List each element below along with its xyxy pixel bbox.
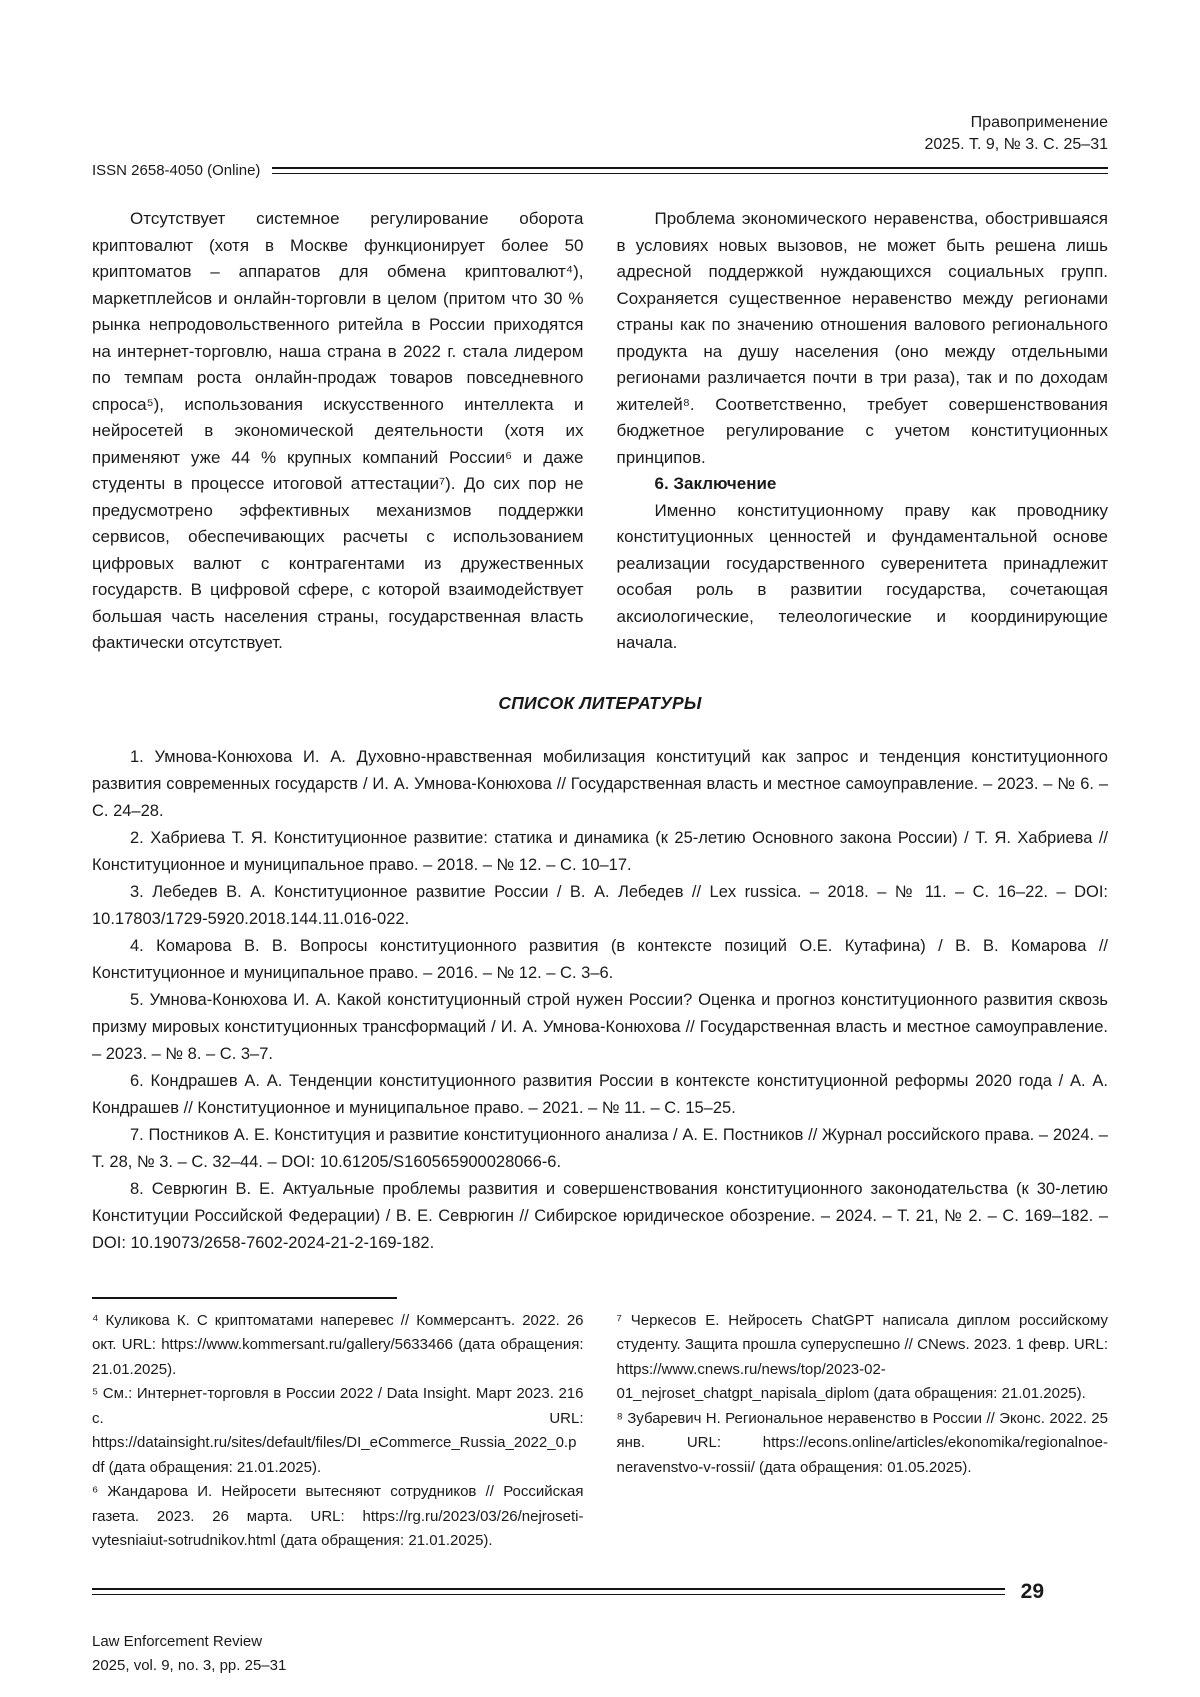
article-right-column (617, 206, 1109, 657)
footnote-item-7: ⁷ Черкесов Е. Нейросеть ChatGPT написала диплом российскому студенту. Защита прошла суперуспешно // CNews. 2023. 1 февр. URL: https://www.cnews.ru/news/top/2023-02-01_nejroset_chatgpt_napisala_diplom (дата обращения: 21.01.2025). (616, 1311, 1108, 1402)
journal-name-ru: Правоприменение (970, 114, 1108, 131)
footnotes-left-column (92, 1297, 584, 1554)
reference-item-3: 3. Лебедев В. А. Конституционное развитие России / В. А. Лебедев // Lex russica. – 2018. – № 11. – С. 16–22. – DOI: 10.17803/1729-5920.2018.144.11.016-022. (92, 882, 1108, 928)
footnote-separator (92, 1297, 397, 1299)
footer-rule (92, 1588, 1005, 1595)
article-left-column (92, 206, 584, 657)
footnote-item-8: ⁸ Зубаревич Н. Региональное неравенство в России // Эконс. 2022. 25 янв. URL: https://econs.online/articles/ekonomika/regionalnoe-neravenstvo-v-rossii/ (дата обращения: 01.05.2025). (616, 1409, 1108, 1476)
footer-issue-info-en: 2025, vol. 9, no. 3, pp. 25–31 (92, 1656, 287, 1674)
reference-item-6: 6. Кондрашев А. А. Тенденции конституционного развития России в контексте конституционной реформы 2020 года / А. А. Кондрашев // Конституционное и муниципальное право. – 2021. – № 11. – С. 15–25. (92, 1071, 1108, 1117)
references-list (92, 744, 1108, 1257)
footnote-item-6: ⁶ Жандарова И. Нейросети вытесняют сотрудников // Российская газета. 2023. 26 марта. URL: https://rg.ru/2023/03/26/nejroseti-vytesniaiut-sotrudnikov.html (дата обращения: 21.01.2025). (92, 1483, 584, 1549)
footer-rule-row (92, 1580, 1108, 1604)
footer-info (92, 1630, 1108, 1678)
section-heading-conclusion: 6. Заключение (654, 474, 777, 493)
running-head (92, 112, 1108, 156)
reference-item-7: 7. Постников А. Е. Конституция и развитие конституционного анализа / А. Е. Постников // Журнал российского права. – 2024. – Т. 28, № 3. – С. 32–44. – DOI: 10.61205/S160565900028066-6. (92, 1125, 1108, 1171)
issue-info-ru: 2025. Т. 9, № 3. С. 25–31 (924, 136, 1108, 153)
reference-item-8: 8. Севрюгин В. Е. Актуальные проблемы развития и совершенствования конституционного законодательства (к 30-летию Конституции Российской Федерации) / В. Е. Севрюгин // Сибирское юридическое обозрение. – 2024. – Т. 21, № 2. – С. 169–182. – DOI: 10.19073/2658-7602-2024-21-2-169-182. (92, 1179, 1108, 1252)
references-title: СПИСОК ЛИТЕРАТУРЫ (498, 692, 702, 713)
reference-item-1: 1. Умнова-Конюхова И. А. Духовно-нравственная мобилизация конституций как запрос и тенденция конституционного развития современных государств / И. А. Умнова-Конюхова // Государственная власть и местное самоуправление. – 2023. – № 6. – С. 24–28. (92, 747, 1108, 820)
footnotes-section (92, 1297, 1108, 1554)
page-number: 29 (1020, 1579, 1044, 1603)
footnote-item-4: ⁴ Куликова К. С криптоматами наперевес // Коммерсантъ. 2022. 26 окт. URL: https://www.kommersant.ru/gallery/5633466 (дата обращения: 21.01.2025). (92, 1311, 584, 1378)
paragraph-conclusion: Именно конституционному праву как проводнику конституционных ценностей и фундаментальной основе реализации государственного суверенитета принадлежит особая роль в развитии государства, сочетающая аксиологические, телеологические и координирующие начала. (616, 500, 1108, 652)
paragraph-economic-inequality: Проблема экономического неравенства, обострившаяся в условиях новых вызовов, не может быть решена лишь адресной поддержкой нуждающихся социальных групп. Сохраняется существенное неравенство между регионами страны как по значению отношения валового регионального продукта на душу населения (оно между отдельными регионами различается почти в три раза), так и по доходам жителей⁸. Соответственно, требует совершенствования бюджетное регулирование с учетом конституционных принципов. (616, 209, 1108, 467)
footer-journal-name-en: Law Enforcement Review (92, 1632, 263, 1650)
footnote-spacer (617, 1297, 1109, 1309)
reference-item-2: 2. Хабриева Т. Я. Конституционное развитие: статика и динамика (к 25-летию Основного закона России) / Т. Я. Хабриева // Конституционное и муниципальное право. – 2018. – № 12. – С. 10–17. (92, 828, 1108, 874)
issn-label: ISSN 2658-4050 (Online) (92, 162, 261, 179)
reference-item-4: 4. Комарова В. В. Вопросы конституционного развития (в контексте позиций О.Е. Кутафина) / В. В. Комарова // Конституционное и муниципальное право. – 2016. – № 12. – С. 3–6. (92, 936, 1108, 982)
footnote-item-5: ⁵ См.: Интернет-торговля в России 2022 / Data Insight. Март 2023. 216 с. URL: https://datainsight.ru/sites/default/files/DI_eCommerce_Russia_2022_0.pdf (дата обращения: 21.01.2025). (92, 1385, 584, 1476)
article-body (92, 206, 1108, 657)
issn-row (92, 162, 1108, 179)
paragraph-crypto-regulation: Отсутствует системное регулирование оборота криптовалют (хотя в Москве функционирует более 50 криптоматов – аппаратов для обмена криптовалют⁴), маркетплейсов и онлайн-торговли в целом (притом что 30 % рынка непродовольственного ритейла в России приходятся на интернет-торговлю, наша страна в 2022 г. стала лидером по темпам роста онлайн-продаж товаров повседневного спроса⁵), использования искусственного интеллекта и нейросетей в экономической деятельности (хотя их применяют уже 44 % крупных компаний России⁶ и даже студенты в процессе итоговой аттестации⁷). До сих пор не предусмотрено эффективных механизмов поддержки сервисов, обеспечивающих расчеты с использованием цифровых валют с контрагентами из дружественных государств. В цифровой сфере, с которой взаимодействует большая часть населения страны, государственная власть фактически отсутствует. (92, 209, 584, 652)
footnotes-right-column (617, 1297, 1109, 1554)
header-rule (272, 167, 1108, 174)
reference-item-5: 5. Умнова-Конюхова И. А. Какой конституционный строй нужен России? Оценка и прогноз конституционного развития сквозь призму мировых конституционных трансформаций / И. А. Умнова-Конюхова // Государственная власть и местное самоуправление. – 2023. – № 8. – С. 3–7. (92, 990, 1108, 1063)
